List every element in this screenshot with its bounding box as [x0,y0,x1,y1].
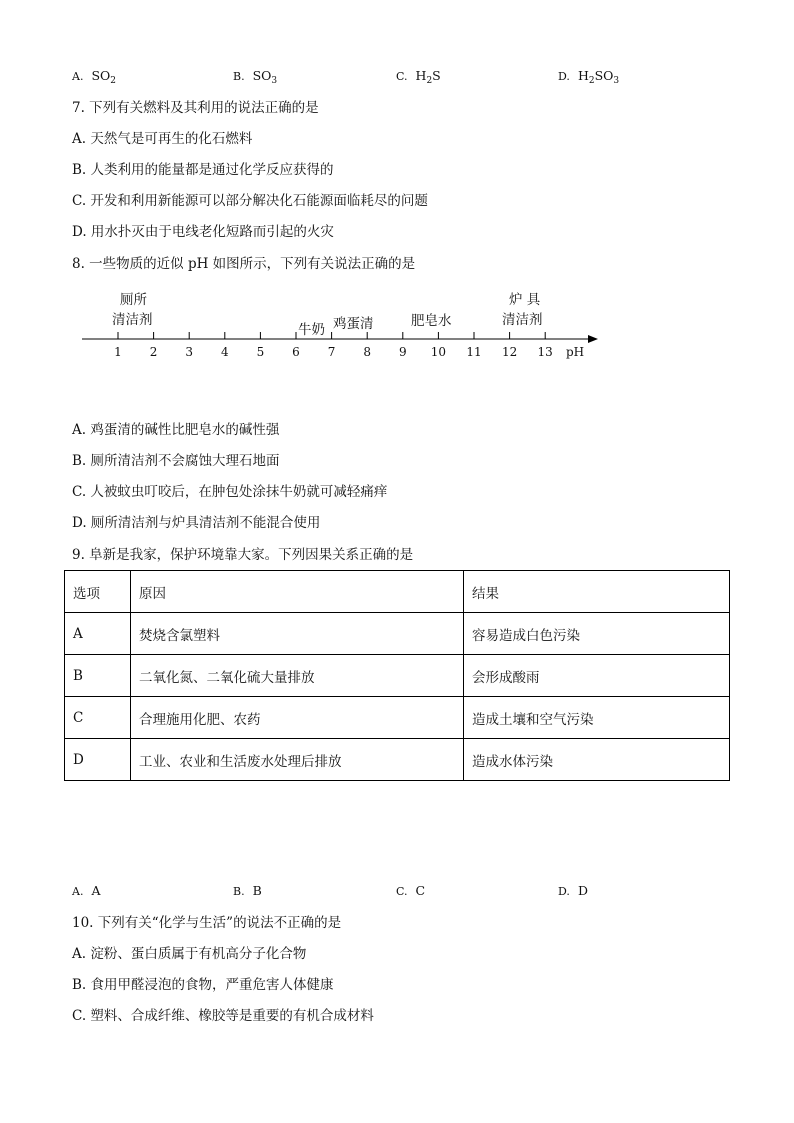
q9-option-a: A. A [72,883,101,898]
ph-tick-label: 8 [363,345,371,359]
ph-label-stove-cleaner-1: 炉 具 [509,292,541,308]
q8-option-d: D. 厕所清洁剂与炉具清洁剂不能混合使用 [72,515,321,531]
ph-axis-arrow [588,335,598,343]
q6-option-d: D. $H_2SO_3$ [558,68,620,86]
q6-option-a: A. $SO_2$ [72,68,116,86]
table-cell: 造成水体污染 [464,739,730,781]
q7-option-c: C. 开发和利用新能源可以部分解决化石能源面临耗尽的问题 [72,193,428,209]
ph-tick-label: 10 [430,345,447,359]
q6-option-b: B. $SO_3$ [233,68,278,86]
ph-label-soap-water: 肥皂水 [411,313,452,329]
table-cell: 合理施用化肥、农药 [131,697,464,739]
ph-tick-label: 6 [292,345,300,359]
table-row [65,613,730,655]
table-cell: 工业、农业和生活废水处理后排放 [131,739,464,781]
ph-label-egg-white: 鸡蛋清 [333,316,374,332]
table-cell: 焚烧含氯塑料 [131,613,464,655]
table-cell: D [65,739,131,781]
ph-tick-label: 11 [466,345,482,359]
table-row [65,697,730,739]
q7-option-b: B. 人类利用的能量都是通过化学反应获得的 [72,162,334,178]
ph-tick-label: 12 [501,345,518,359]
ph-label-stove-cleaner-2: 清洁剂 [502,312,543,328]
table-header-cell: 选项 [65,571,131,613]
q6-option-c: C. $H_2S$ [396,68,441,86]
q10-option-c: C. 塑料、合成纤维、橡胶等是重要的有机合成材料 [72,1008,374,1024]
q9-stem: 9. 阜新是我家，保护环境靠大家。下列因果关系正确的是 [72,547,414,563]
q7-stem: 7. 下列有关燃料及其利用的说法正确的是 [72,100,319,116]
ph-tick-marks [118,332,545,339]
ph-tick-label: 13 [537,345,553,359]
q10-stem: 10. 下列有关“化学与生活”的说法不正确的是 [72,915,342,931]
ph-tick-label: 1 [114,345,122,359]
q9-cause-effect-table [64,570,730,781]
q8-option-a: A. 鸡蛋清的碱性比肥皂水的碱性强 [72,422,280,438]
table-row [65,655,730,697]
q8-stem: 8. 一些物质的近似 pH 如图所示，下列有关说法正确的是 [72,256,416,272]
q10-option-b: B. 食用甲醛浸泡的食物，严重危害人体健康 [72,977,334,993]
table-cell: 会形成酸雨 [464,655,730,697]
ph-label-toilet-cleaner-1: 厕所 [120,292,147,308]
q9-option-c: C. C [396,883,426,898]
table-header-cell: 结果 [464,571,730,613]
q10-option-a: A. 淀粉、蛋白质属于有机高分子化合物 [72,946,307,962]
table-cell: A [65,613,131,655]
ph-tick-label: 2 [149,345,158,359]
table-row [65,739,730,781]
table-cell: B [65,655,131,697]
table-cell: 造成土壤和空气污染 [464,697,730,739]
q9-option-d: D. D [558,883,588,898]
ph-label-milk: 牛奶 [298,322,325,338]
ph-scale-diagram [0,285,794,365]
ph-axis-label: pH [566,345,585,359]
q9-option-b: B. B [233,883,262,898]
ph-label-toilet-cleaner-2: 清洁剂 [112,312,153,328]
table-header-row [65,571,730,613]
q8-option-b: B. 厕所清洁剂不会腐蚀大理石地面 [72,453,280,469]
table-cell: 二氧化氮、二氧化硫大量排放 [131,655,464,697]
table-cell: 容易造成白色污染 [464,613,730,655]
q8-option-c: C. 人被蚊虫叮咬后，在肿包处涂抹牛奶就可减轻痛痒 [72,484,388,500]
ph-tick-label: 4 [220,345,229,359]
ph-tick-label: 3 [185,345,193,359]
table-cell: C [65,697,131,739]
ph-tick-label: 7 [327,345,336,359]
q7-option-d: D. 用水扑灭由于电线老化短路而引起的火灾 [72,224,334,240]
table-header-cell: 原因 [131,571,464,613]
ph-tick-label: 5 [256,345,265,359]
ph-tick-label: 9 [398,345,407,359]
q7-option-a: A. 天然气是可再生的化石燃料 [72,131,253,147]
